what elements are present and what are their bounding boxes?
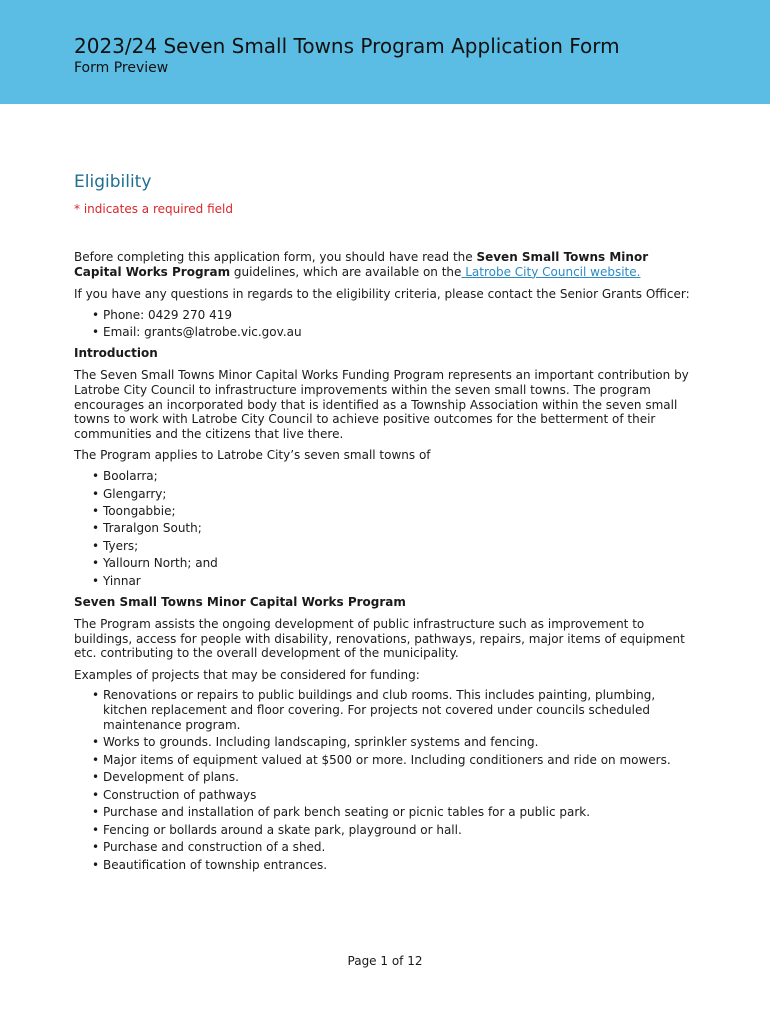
contact-list <box>74 308 696 340</box>
list-item: • Glengarry; <box>74 487 696 502</box>
form-title: 2023/24 Seven Small Towns Program Application Form <box>74 34 620 58</box>
page-number: Page 1 of 12 <box>347 954 423 968</box>
list-item: • Tyers; <box>74 539 696 554</box>
list-item: • Fencing or bollards around a skate park, playground or hall. <box>74 823 696 838</box>
form-subtitle: Form Preview <box>74 60 169 76</box>
examples-list <box>74 688 696 872</box>
contact-phone: • Phone: 0429 270 419 <box>74 308 696 323</box>
eligibility-intro: Before completing this application form, you should have read the Seven Small Towns Minor Capital Works Program guidelines, which are available on the Latrobe City Council website. <box>74 250 649 279</box>
form-content <box>0 172 770 872</box>
list-item: • Renovations or repairs to public buildings and club rooms. This includes painting, plumbing, kitchen replacement and floor covering. For projects not covered under councils scheduled maintenance program. <box>74 688 696 732</box>
latrobe-website-link[interactable]: Latrobe City Council website. <box>461 264 641 279</box>
list-item: • Traralgon South; <box>74 521 696 536</box>
list-item: • Beautification of township entrances. <box>74 858 696 873</box>
program-paragraph: The Program assists the ongoing development of public infrastructure such as improvement to buildings, access for people with disability, renovations, pathways, repairs, major items of equipment etc. contributing to the overall development of the municipality. <box>74 617 685 661</box>
form-header <box>0 0 770 104</box>
required-field-note: * indicates a required field <box>74 202 233 216</box>
introduction-paragraph: The Seven Small Towns Minor Capital Works Funding Program represents an important contribution by Latrobe City Council to infrastructure improvements within the seven small towns. The program encourages an incorporated body that is identified as a Township Association within the seven small towns to work with Latrobe City Council to achieve positive outcomes for the betterment of their communities and the citizens that live there. <box>74 368 689 441</box>
list-item: • Major items of equipment valued at $500 or more. Including conditioners and ride on mowers. <box>74 753 696 768</box>
examples-intro: Examples of projects that may be considered for funding: <box>74 667 420 682</box>
list-item: • Purchase and construction of a shed. <box>74 840 696 855</box>
list-item: • Purchase and installation of park bench seating or picnic tables for a public park. <box>74 805 696 820</box>
list-item: • Yinnar <box>74 574 696 589</box>
list-item: • Construction of pathways <box>74 788 696 803</box>
towns-intro: The Program applies to Latrobe City’s seven small towns of <box>74 448 431 463</box>
list-item: • Development of plans. <box>74 770 696 785</box>
list-item: • Works to grounds. Including landscaping, sprinkler systems and fencing. <box>74 735 696 750</box>
list-item: • Boolarra; <box>74 469 696 484</box>
guidelines-name: Seven Small Towns Minor Capital Works Program <box>74 250 649 279</box>
introduction-heading: Introduction <box>74 345 158 360</box>
list-item: • Yallourn North; and <box>74 556 696 571</box>
towns-list <box>74 469 696 589</box>
list-item: • Toongabbie; <box>74 504 696 519</box>
contact-email: • Email: grants@latrobe.vic.gov.au <box>74 325 696 340</box>
program-heading: Seven Small Towns Minor Capital Works Program <box>74 594 406 609</box>
section-title-eligibility: Eligibility <box>74 172 152 192</box>
eligibility-questions: If you have any questions in regards to the eligibility criteria, please contact the Senior Grants Officer: <box>74 287 690 302</box>
